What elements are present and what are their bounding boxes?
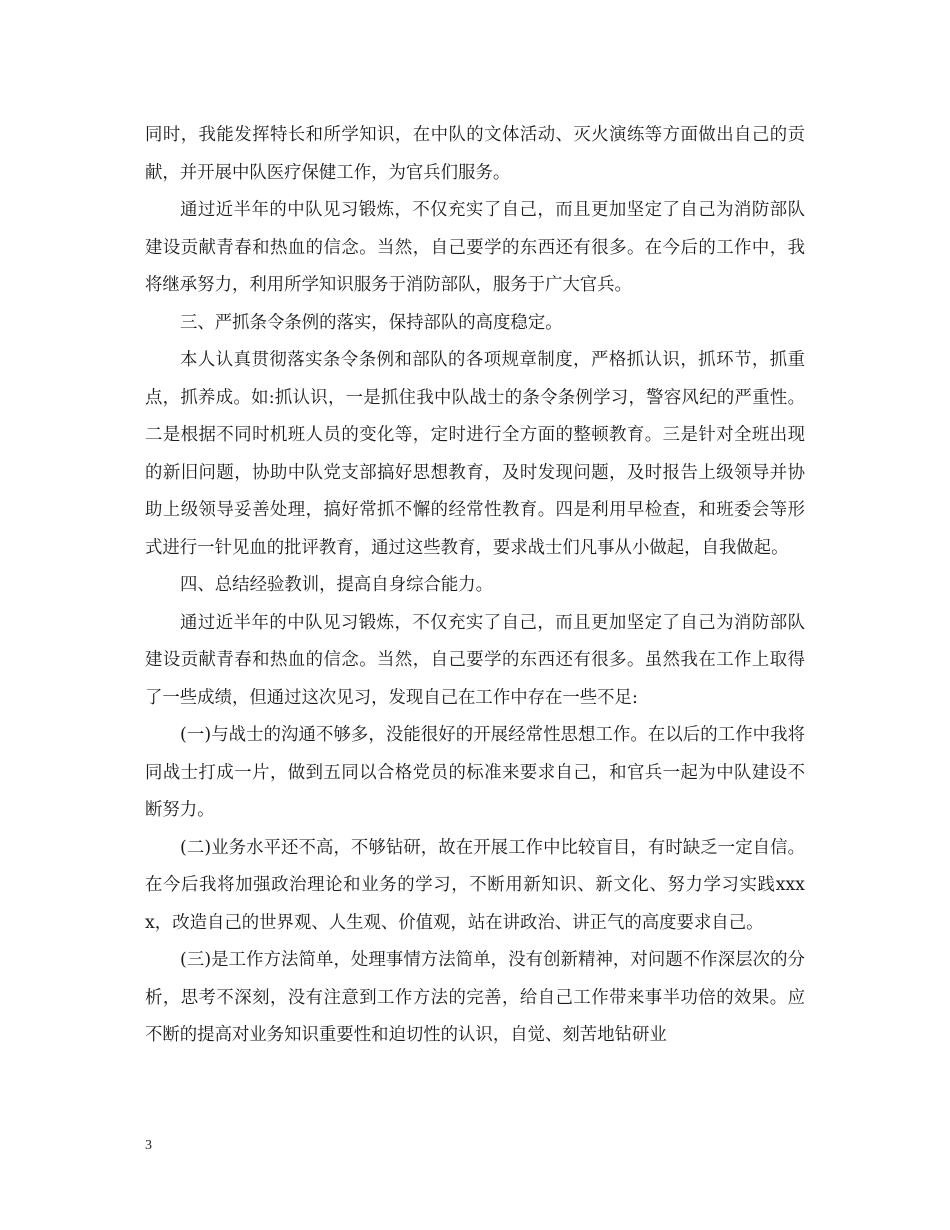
section-heading: 四、总结经验教训，提高自身综合能力。 xyxy=(180,575,494,595)
paragraph: 通过近半年的中队见习锻炼，不仅充实了自己，而且更加坚定了自己为消防部队建设贡献青春和热血的信念。当然，自己要学的东西还有很多。虽然我在工作上取得了一些成绩，但通过这次见习，发现自己在工作中存在一些不足: xyxy=(145,612,805,708)
paragraph-continuation: 同时，我能发挥特长和所学知识，在中队的文体活动、灭火演练等方面做出自己的贡献，并开展中队医疗保健工作，为官兵们服务。 xyxy=(145,125,805,183)
page-number: 3 xyxy=(145,1138,152,1153)
list-item: (二)业务水平还不高，不够钻研，故在开展工作中比较盲目，有时缺乏一定自信。在今后我将加强政治理论和业务的学习，不断用新知识、新文化、努力学习实践xxxx，改造自己的世界观、人生观、价值观，站在讲政治、讲正气的高度要求自己。 xyxy=(145,837,805,933)
document-body xyxy=(145,117,805,1055)
list-item: (三)是工作方法简单，处理事情方法简单，没有创新精神，对问题不作深层次的分析，思考不深刻，没有注意到工作方法的完善，给自己工作带来事半功倍的效果。应不断的提高对业务知识重要性和迫切性的认识，自觉、刻苦地钻研业 xyxy=(145,950,805,1045)
paragraph: 本人认真贯彻落实条令条例和部队的各项规章制度，严格抓认识，抓环节，抓重点，抓养成。如:抓认识，一是抓住我中队战士的条令条例学习，警容风纪的严重性。二是根据不同时机班人员的变化等，定时进行全方面的整顿教育。三是针对全班出现的新旧问题，协助中队党支部搞好思想教育，及时发现问题，及时报告上级领导并协助上级领导妥善处理，搞好常抓不懈的经常性教育。四是利用早检查，和班委会等形式进行一针见血的批评教育，通过这些教育，要求战士们凡事从小做起，自我做起。 xyxy=(145,350,805,558)
list-item: (一)与战士的沟通不够多，没能很好的开展经常性思想工作。在以后的工作中我将同战士打成一片，做到五同以合格党员的标准来要求自己，和官兵一起为中队建设不断努力。 xyxy=(145,725,805,820)
paragraph: 通过近半年的中队见习锻炼，不仅充实了自己，而且更加坚定了自己为消防部队建设贡献青春和热血的信念。当然，自己要学的东西还有很多。在今后的工作中，我将继承努力，利用所学知识服务于消防部队，服务于广大官兵。 xyxy=(145,200,805,295)
section-heading: 三、严抓条令条例的落实，保持部队的高度稳定。 xyxy=(180,312,563,333)
